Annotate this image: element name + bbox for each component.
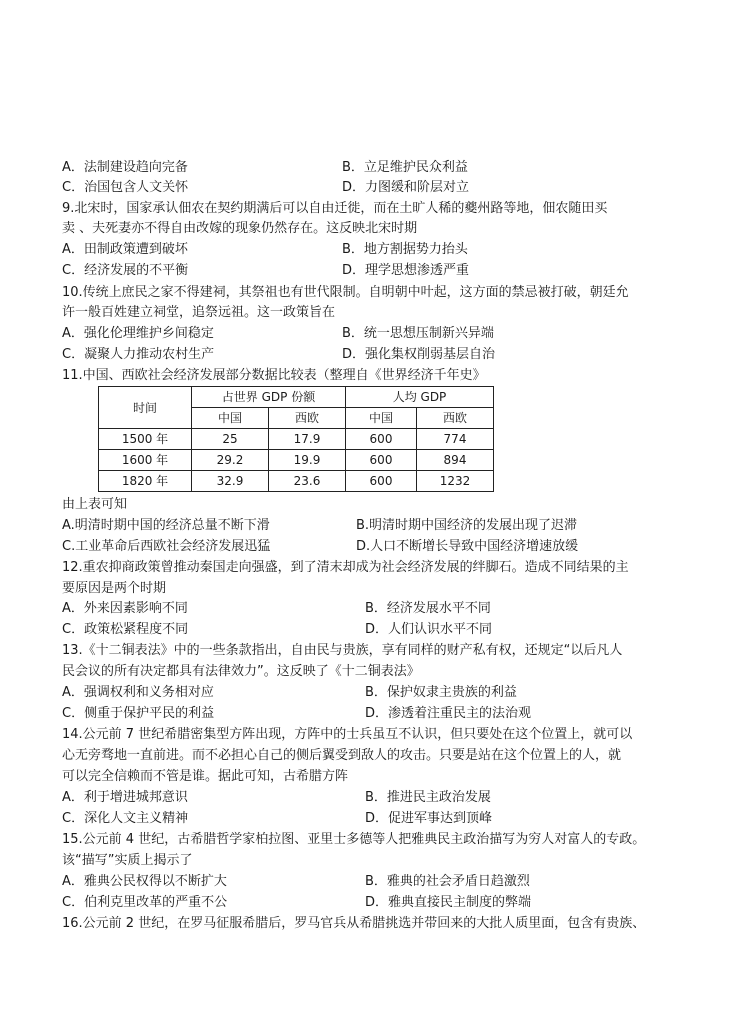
answer-option: C.工业革命后西欧社会经济发展迅猛 (62, 539, 271, 554)
table-cell: 1232 (417, 471, 494, 492)
question-text-line: 16.公元前 2 世纪，在罗马征服希腊后，罗马官兵从希腊挑选并带回来的大批人质里面，包含有贵族、 (62, 916, 646, 931)
table-cell: 29.2 (192, 450, 269, 471)
answer-option: D．渗透着注重民主的法治观 (365, 706, 532, 721)
question-text-line: 卖 、夫死妻亦不得自由改嫁的现象仍然存在。这反映北宋时期 (62, 221, 418, 236)
question-text-line: 15.公元前 4 世纪，古希腊哲学家柏拉图、亚里士多德等人把雅典民主政治描写为穷人对富人的专政。 (62, 832, 646, 847)
table-subheader-cell: 西欧 (417, 408, 494, 429)
answer-option: D．强化集权削弱基层自治 (342, 347, 496, 362)
answer-option: B.明清时期中国经济的发展出现了迟滞 (356, 518, 578, 533)
table-cell: 1820 年 (99, 471, 192, 492)
table-cell: 25 (192, 429, 269, 450)
answer-option: B．保护奴隶主贵族的利益 (365, 685, 517, 700)
question-text-line: 该“描写”实质上揭示了 (62, 853, 193, 868)
answer-option: B．地方割据势力抬头 (342, 242, 468, 257)
answer-option: C．政策松紧程度不同 (62, 622, 189, 637)
answer-option: D．人们认识水平不同 (365, 622, 493, 637)
answer-option: C．侧重于保护平民的利益 (62, 706, 215, 721)
table-cell: 600 (346, 429, 417, 450)
answer-option: D．力图缓和阶层对立 (342, 180, 470, 195)
answer-option: C．深化人文主义精神 (62, 811, 189, 826)
table-cell: 774 (417, 429, 494, 450)
answer-option: C．凝聚人力推动农村生产 (62, 347, 215, 362)
table-row (99, 429, 494, 450)
answer-option: D．促进军事达到顶峰 (365, 811, 493, 826)
question-text-line: 9.北宋时，国家承认佃农在契约期满后可以自由迁徙，而在土旷人稀的夔州路等地，佃农随田买 (62, 201, 608, 216)
gdp-comparison-table (98, 386, 494, 492)
answer-option: B．经济发展水平不同 (365, 601, 491, 616)
answer-option: A．强化伦理维护乡间稳定 (62, 326, 214, 341)
answer-option: A．雅典公民权得以不断扩大 (62, 874, 227, 889)
question-text-line: 11.中国、西欧社会经济发展部分数据比较表（整理自《世界经济千年史》 (62, 368, 486, 383)
answer-option: D．雅典直接民主制度的弊端 (365, 895, 532, 910)
table-cell: 19.9 (269, 450, 346, 471)
table-header-cell: 时间 (99, 387, 192, 429)
question-text-line: 心无旁骛地一直前进。而不必担心自己的侧后翼受到敌人的攻击。只要是站在这个位置上的人，就 (62, 748, 622, 763)
question-text-line: 10.传统上庶民之家不得建祠，其祭祖也有世代限制。自明朝中叶起，这方面的禁忌被打破，朝廷允 (62, 285, 629, 300)
question-text-line: 14.公元前 7 世纪希腊密集型方阵出现，方阵中的士兵虽互不认识，但只要处在这个位置上，就可以 (62, 727, 633, 742)
answer-option: B．立足维护民众利益 (342, 160, 468, 175)
table-cell: 600 (346, 471, 417, 492)
question-text-line: 由上表可知 (62, 497, 128, 512)
table-cell: 1600 年 (99, 450, 192, 471)
answer-option: A．田制政策遭到破坏 (62, 242, 188, 257)
table-cell: 23.6 (269, 471, 346, 492)
answer-option: B．雅典的社会矛盾日趋激烈 (365, 874, 530, 889)
answer-option: A．强调权利和义务相对应 (62, 685, 214, 700)
table-cell: 600 (346, 450, 417, 471)
answer-option: C．伯利克里改革的严重不公 (62, 895, 228, 910)
table-subheader-cell: 西欧 (269, 408, 346, 429)
question-text-line: 12.重农抑商政策曾推动秦国走向强盛，到了清末却成为社会经济发展的绊脚石。造成不同结果的主 (62, 560, 629, 575)
question-text-line: 许一般百姓建立祠堂，追祭远祖。这一政策旨在 (62, 305, 336, 320)
question-text-line: 要原因是两个时期 (62, 581, 167, 596)
answer-option: A．利于增进城邦意识 (62, 790, 188, 805)
answer-option: A．法制建设趋向完备 (62, 160, 188, 175)
answer-option: C．治国包含人文关怀 (62, 180, 189, 195)
table-subheader-cell: 中国 (192, 408, 269, 429)
answer-option: D.人口不断增长导致中国经济增速放缓 (356, 539, 579, 554)
answer-option: B．推进民主政治发展 (365, 790, 491, 805)
answer-option: A．外来因素影响不同 (62, 601, 188, 616)
table-cell: 17.9 (269, 429, 346, 450)
answer-option: B．统一思想压制新兴异端 (342, 326, 494, 341)
question-text-line: 13.《十二铜表法》中的一些条款指出，自由民与贵族，享有同样的财产私有权，还规定“以后凡人 (62, 643, 623, 658)
answer-option: A.明清时期中国的经济总量不断下滑 (62, 518, 270, 533)
answer-option: D．理学思想渗透严重 (342, 263, 470, 278)
table-row (99, 471, 494, 492)
table-cell: 1500 年 (99, 429, 192, 450)
table-cell: 894 (417, 450, 494, 471)
question-text-line: 民会议的所有决定都具有法律效力”。这反映了《十二铜表法》 (62, 664, 420, 679)
answer-option: C．经济发展的不平衡 (62, 263, 189, 278)
table-header-cell: 人均 GDP (346, 387, 494, 408)
table-cell: 32.9 (192, 471, 269, 492)
table-header-row (99, 387, 494, 408)
question-text-line: 可以完全信赖而不管是谁。据此可知，古希腊方阵 (62, 769, 349, 784)
table-subheader-cell: 中国 (346, 408, 417, 429)
table-row (99, 450, 494, 471)
table-header-cell: 占世界 GDP 份额 (192, 387, 346, 408)
